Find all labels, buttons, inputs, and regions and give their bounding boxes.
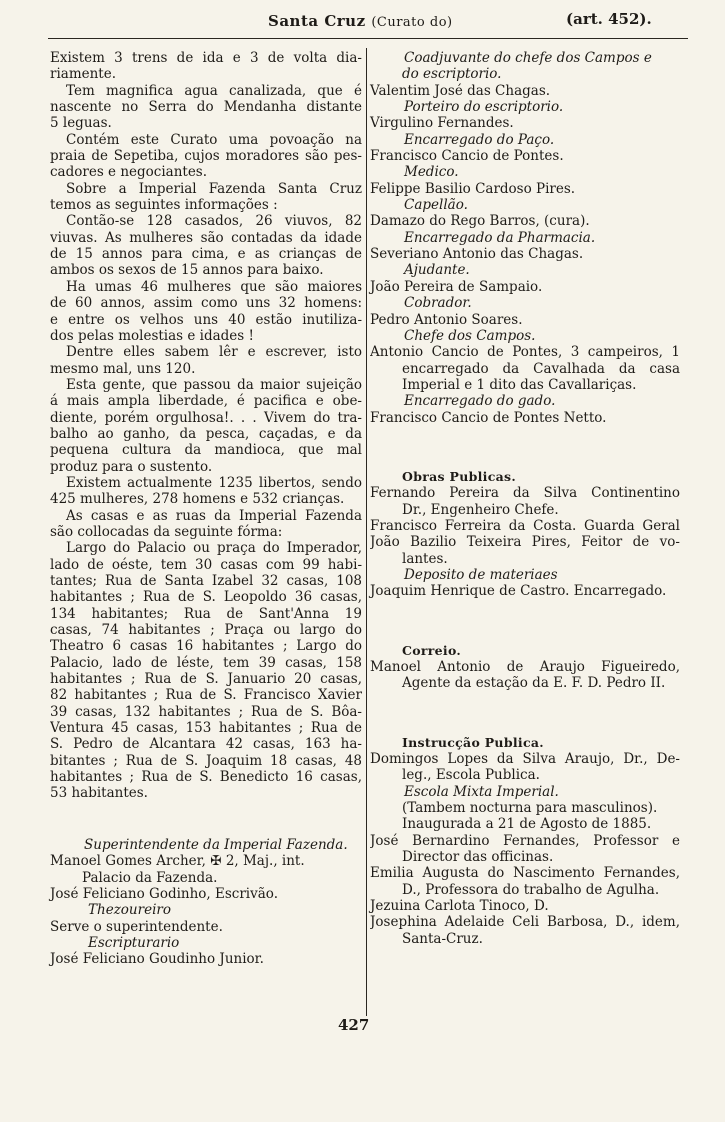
text-line: Director das officinas.	[402, 849, 554, 866]
text-line: lado de oéste, tem 30 casas com 99 habi-	[50, 556, 362, 573]
text-line: Pedro Antonio Soares.	[370, 311, 523, 328]
text-line: Francisco Cancio de Pontes.	[370, 148, 564, 165]
right-column	[370, 50, 680, 947]
text-line: nascente no Serra do Mendanha distante	[50, 99, 362, 116]
spacer	[50, 815, 362, 823]
text-line: encarregado da Cavalhada da casa	[402, 360, 680, 377]
text-line: mesmo mal, uns 120.	[50, 360, 196, 377]
text-line: cadores e negociantes.	[50, 164, 208, 181]
text-line: Felippe Basilio Cardoso Pires.	[370, 180, 576, 197]
text-line: Existem actualmente 1235 libertos, sendo	[66, 474, 362, 491]
text-line: João Bazilio Teixeira Pires, Feitor de vo-	[370, 534, 680, 551]
text-line: Escola Mixta Imperial.	[404, 783, 559, 800]
text-line: são collocadas da seguinte fórma:	[50, 523, 283, 540]
text-line: produz para o sustento.	[50, 458, 213, 475]
text-line: bitantes ; Rua de S. Joaquim 18 casas, 48	[50, 752, 362, 769]
text-line: Instrucção Publica.	[402, 734, 544, 750]
text-line: 425 mulheres, 278 homens e 532 crianças.	[50, 491, 345, 508]
text-line: e entre os velhos uns 40 estão inutiliza-	[50, 311, 362, 328]
text-line: Damazo do Rego Barros, (cura).	[370, 213, 590, 230]
text-line: 39 casas, 132 habitantes ; Rua de S. Bôa-	[50, 703, 362, 720]
text-line: Ajudante.	[404, 262, 470, 279]
text-line: Serve o superintendente.	[50, 918, 223, 935]
left-column	[50, 50, 362, 968]
running-head	[0, 8, 725, 34]
text-line: Chefe dos Campos.	[404, 327, 536, 344]
text-line: Capellão.	[404, 197, 468, 214]
text-line: diente, porém orgulhosa!. . . Vivem do tra-	[50, 409, 362, 426]
text-line: habitantes ; Rua de S. Januario 20 casas,	[50, 671, 362, 688]
article-number: (art. 452).	[566, 10, 652, 28]
text-line: 53 habitantes.	[50, 785, 148, 802]
text-line: Correio.	[402, 642, 462, 658]
text-line: Santa-Cruz.	[402, 930, 483, 947]
text-line: Largo do Palacio ou praça do Imperador,	[66, 540, 362, 557]
text-line: Imperial e 1 dito das Cavallariças.	[402, 376, 637, 393]
text-line: Deposito de materiaes	[404, 566, 558, 583]
text-line: casas, 74 habitantes ; Praça ou largo do	[50, 622, 362, 639]
text-line: Domingos Lopes da Silva Araujo, Dr., De-	[370, 751, 680, 768]
text-line: 82 habitantes ; Rua de S. Francisco Xavier	[50, 687, 362, 704]
text-line: Superintendente da Imperial Fazenda.	[84, 836, 348, 853]
text-line: Manoel Antonio de Araujo Figueiredo,	[370, 659, 680, 675]
spacer	[370, 613, 680, 629]
text-line: D., Professora do trabalho de Agulha.	[402, 881, 660, 898]
text-line: Esta gente, que passou da maior sujeição	[66, 376, 362, 393]
text-line: Francisco Ferreira da Costa. Guarda Geral	[370, 517, 680, 534]
text-line: dos pelas molestias e idades !	[50, 327, 254, 344]
text-line: (Tambem nocturna para masculinos).	[402, 800, 658, 817]
header-rule	[48, 38, 688, 39]
text-line: de 15 annos para cima, e as crianças de	[50, 246, 362, 263]
text-line: viuvas. As mulheres são contadas da idade	[50, 229, 362, 246]
text-line: ambos os sexos de 15 annos para baixo.	[50, 262, 324, 279]
text-line: Antonio Cancio de Pontes, 3 campeiros, 1	[370, 344, 680, 361]
text-line: Francisco Cancio de Pontes Netto.	[370, 409, 607, 426]
text-line: Jezuina Carlota Tinoco, D.	[370, 898, 549, 915]
text-line: pequena cultura da mandioca, que mal	[50, 442, 362, 459]
text-line: Tem magnifica agua canalizada, que é	[66, 82, 362, 99]
text-line: riamente.	[50, 66, 117, 83]
text-line: Manoel Gomes Archer, ✠ 2, Maj., int.	[50, 853, 305, 870]
text-line: Dr., Engenheiro Chefe.	[402, 501, 559, 518]
text-line: praia de Sepetiba, cujos moradores são pes-	[50, 148, 362, 165]
text-line: Valentim José das Chagas.	[370, 82, 551, 99]
text-line: Josephina Adelaide Celi Barbosa, D., idem,	[370, 914, 680, 931]
text-line: Severiano Antonio das Chagas.	[370, 246, 584, 263]
text-line: leg., Escola Publica.	[402, 767, 540, 784]
spacer	[370, 439, 680, 455]
text-line: João Pereira de Sampaio.	[370, 278, 543, 295]
text-line: lantes.	[402, 550, 448, 567]
text-line: balho ao ganho, da pesca, caçadas, e da	[50, 425, 362, 442]
text-line: Fernando Pereira da Silva Continentino	[370, 485, 680, 502]
text-line: Thezoureiro	[88, 902, 171, 919]
text-line: Emilia Augusta do Nascimento Fernandes,	[370, 865, 680, 882]
text-line: Ha umas 46 mulheres que são maiores	[66, 278, 362, 295]
header-title: Santa Cruz	[268, 12, 366, 30]
text-line: José Bernardino Fernandes, Professor e	[370, 832, 680, 849]
text-line: José Feliciano Godinho, Escrivão.	[50, 885, 278, 902]
text-line: Cobrador.	[404, 295, 472, 312]
text-line: Coadjuvante do chefe dos Campos e	[404, 50, 652, 66]
text-line: Obras Publicas.	[402, 468, 517, 484]
text-line: Escripturario	[88, 934, 180, 951]
text-line: Medico.	[404, 164, 459, 181]
text-line: á mais ampla liberdade, é pacifica e obe-	[50, 393, 362, 410]
text-line: Encarregado do gado.	[404, 393, 556, 410]
text-line: Inaugurada a 21 de Agosto de 1885.	[402, 816, 652, 833]
text-line: Porteiro do escriptorio.	[404, 99, 564, 116]
text-line: Agente da estação da E. F. D. Pedro II.	[402, 675, 666, 692]
text-line: habitantes ; Rua de S. Leopoldo 36 casas,	[50, 589, 362, 606]
text-line: temos as seguintes informações :	[50, 197, 278, 214]
text-line: 134 habitantes; Rua de Sant'Anna 19	[50, 605, 362, 622]
text-line: Encarregado da Pharmacia.	[404, 229, 596, 246]
text-line: 5 leguas.	[50, 115, 112, 132]
running-head-title	[268, 12, 453, 30]
text-line: Encarregado do Paço.	[404, 131, 555, 148]
text-line: Sobre a Imperial Fazenda Santa Cruz	[66, 180, 362, 197]
text-line: de 60 annos, assim como uns 32 homens:	[50, 295, 362, 312]
text-line: José Feliciano Goudinho Junior.	[50, 951, 264, 968]
text-line: habitantes ; Rua de S. Benedicto 16 casas,	[50, 769, 362, 786]
column-divider	[366, 48, 367, 1016]
text-line: Dentre elles sabem lêr e escrever, isto	[66, 344, 362, 361]
text-line: Palacio, lado de léste, tem 39 casas, 158	[50, 654, 362, 671]
text-line: do escriptorio.	[402, 66, 502, 83]
text-line: As casas e as ruas da Imperial Fazenda	[66, 507, 362, 524]
text-line: Contém este Curato uma povoação na	[66, 131, 362, 148]
page-number: 427	[338, 1016, 370, 1034]
text-line: Palacio da Fazenda.	[82, 869, 218, 886]
text-line: Joaquim Henrique de Castro. Encarregado.	[370, 583, 667, 600]
text-line: Virgulino Fernandes.	[370, 115, 514, 132]
text-line: tantes; Rua de Santa Izabel 32 casas, 108	[50, 573, 362, 589]
text-line: S. Pedro de Alcantara 42 casas, 163 ha-	[50, 736, 362, 753]
text-line: Ventura 45 casas, 153 habitantes ; Rua de	[50, 720, 362, 737]
header-subtitle: (Curato do)	[371, 15, 453, 30]
spacer	[370, 705, 680, 721]
text-line: Theatro 6 casas 16 habitantes ; Largo do	[50, 638, 362, 655]
text-line: Contão-se 128 casados, 26 viuvos, 82	[66, 213, 362, 230]
text-line: Existem 3 trens de ida e 3 de volta dia-	[50, 50, 362, 66]
